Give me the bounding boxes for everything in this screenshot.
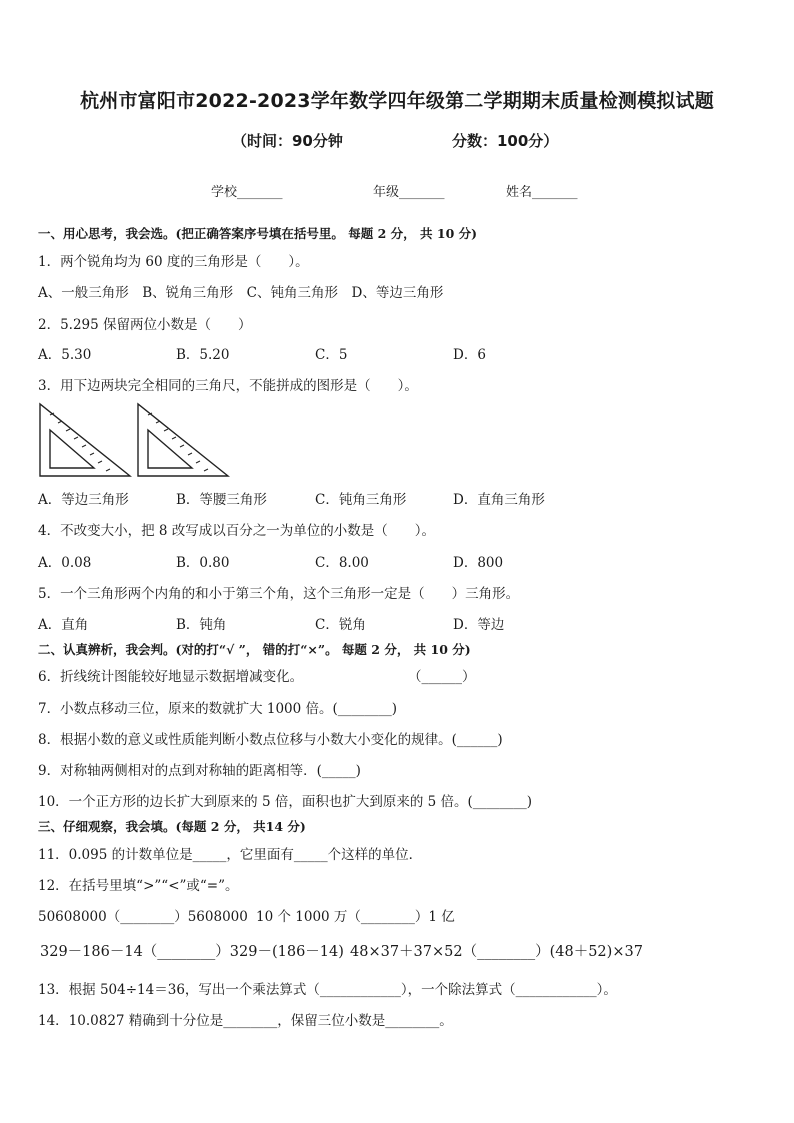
question-8: 8．根据小数的意义或性质能判断小数点位移与小数大小变化的规律。(______) xyxy=(38,732,503,748)
triangle-ruler-left xyxy=(40,404,130,476)
question-4-option-a: A．0.08 xyxy=(38,555,92,571)
section-1-heading: 一、用心思考，我会选。(把正确答案序号填在括号里。 每题 2 分， 共 10 分) xyxy=(38,226,478,241)
name-field[interactable]: 姓名_______ xyxy=(506,185,578,200)
question-5-option-b: B．钝角 xyxy=(176,617,227,633)
question-9: 9．对称轴两侧相对的点到对称轴的距离相等．(_____) xyxy=(38,763,361,779)
exam-score: 分数：100分） xyxy=(452,132,559,150)
exam-time: （时间：90分钟 xyxy=(232,132,343,150)
school-field[interactable]: 学校_______ xyxy=(211,185,283,200)
question-10: 10．一个正方形的边长扩大到原来的 5 倍，面积也扩大到原来的 5 倍。(________) xyxy=(38,794,533,810)
question-4-option-c: C．8.00 xyxy=(315,555,369,571)
question-5-option-a: A．直角 xyxy=(38,617,89,633)
question-6-answer-blank[interactable]: （______） xyxy=(408,669,476,685)
question-3-option-c: C．钝角三角形 xyxy=(315,492,407,508)
triangle-ruler-right xyxy=(138,404,228,476)
question-7: 7．小数点移动三位，原来的数就扩大 1000 倍。(________) xyxy=(38,701,398,717)
question-2: 2．5.295 保留两位小数是（ ） xyxy=(38,317,252,333)
triangle-rulers-figure xyxy=(36,400,236,482)
question-3-option-a: A．等边三角形 xyxy=(38,492,129,508)
question-3-option-b: B．等腰三角形 xyxy=(176,492,267,508)
question-5-option-c: C．锐角 xyxy=(315,617,366,633)
question-5-option-d: D．等边 xyxy=(453,617,505,633)
page-title: 杭州市富阳市2022-2023学年数学四年级第二学期期末质量检测模拟试题 xyxy=(80,90,714,112)
question-2-option-b: B．5.20 xyxy=(176,347,230,363)
question-12-row-1-left: 50608000（________）5608000 xyxy=(38,909,248,925)
question-2-option-a: A．5.30 xyxy=(38,347,92,363)
question-2-option-d: D．6 xyxy=(453,347,486,363)
question-1-options: A、一般三角形 B、锐角三角形 C、钝角三角形 D、等边三角形 xyxy=(38,285,444,301)
question-4: 4．不改变大小，把 8 改写成以百分之一为单位的小数是（ ）。 xyxy=(38,523,436,539)
question-4-option-b: B．0.80 xyxy=(176,555,230,571)
question-1: 1．两个锐角均为 60 度的三角形是（ ）。 xyxy=(38,254,309,270)
question-11: 11．0.095 的计数单位是_____，它里面有_____个这样的单位． xyxy=(38,847,423,863)
question-3-option-d: D．直角三角形 xyxy=(453,492,545,508)
question-4-option-d: D．800 xyxy=(453,555,504,571)
question-12-row-1-right: 10 个 1000 万（________）1 亿 xyxy=(256,909,455,925)
section-2-heading: 二、认真辨析，我会判。(对的打“√ ”， 错的打“×”。 每题 2 分， 共 10 分) xyxy=(38,642,471,657)
question-13: 13．根据 504÷14＝36，写出一个乘法算式（____________），一个除法算式（____________）。 xyxy=(38,982,617,998)
grade-field[interactable]: 年级_______ xyxy=(373,185,445,200)
question-5: 5．一个三角形两个内角的和小于第三个角，这个三角形一定是（ ）三角形。 xyxy=(38,586,520,602)
question-2-option-c: C．5 xyxy=(315,347,348,363)
question-3: 3．用下边两块完全相同的三角尺，不能拼成的图形是（ ）。 xyxy=(38,378,418,394)
question-12-row-2-right: 48×37＋37×52（________）(48＋52)×37 xyxy=(350,944,643,960)
question-12: 12．在括号里填“>”“<”或“=”。 xyxy=(38,878,239,894)
question-14: 14．10.0827 精确到十分位是________，保留三位小数是________。 xyxy=(38,1013,453,1029)
question-6: 6．折线统计图能较好地显示数据增减变化。 xyxy=(38,669,304,685)
section-3-heading: 三、仔细观察，我会填。(每题 2 分， 共14 分) xyxy=(38,819,306,834)
question-12-row-2-left: 329－186－14（________）329－(186－14) xyxy=(40,944,344,960)
